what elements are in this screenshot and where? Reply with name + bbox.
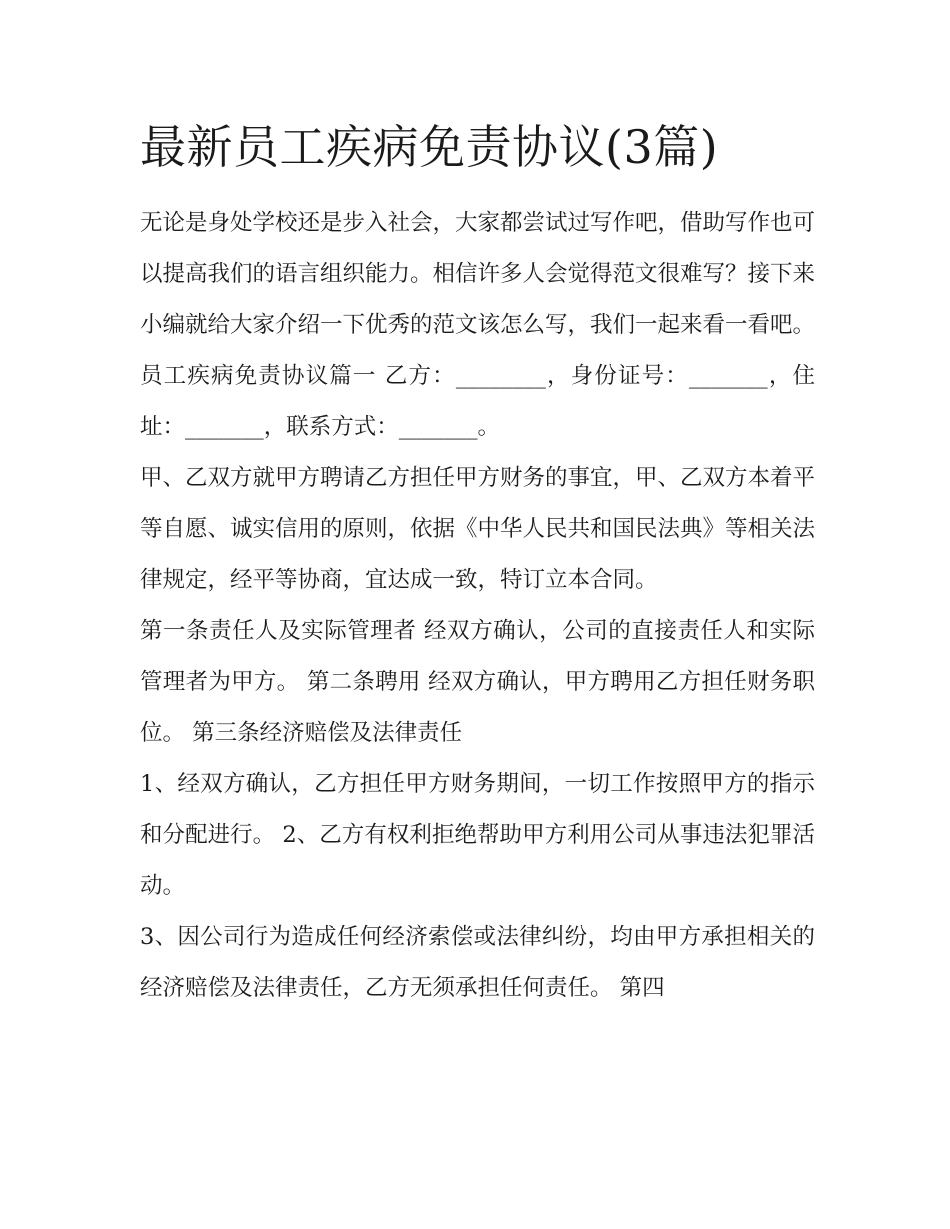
articles-paragraph: 第一条责任人及实际管理者 经双方确认，公司的直接责任人和实际管理者为甲方。 第二条聘用 经双方确认，甲方聘用乙方担任财务职位。 第三条经济赔偿及法律责任 <box>140 618 815 746</box>
clause-1-2-paragraph: 1、经双方确认，乙方担任甲方财务期间，一切工作按照甲方的指示和分配进行。 2、乙方有权利拒绝帮助甲方利用公司从事违法犯罪活动。 <box>140 771 815 899</box>
agreement-basis-paragraph: 甲、乙双方就甲方聘请乙方担任甲方财务的事宜，甲、乙双方本着平等自愿、诚实信用的原则，依据《中华人民共和国民法典》等相关法律规定，经平等协商，宜达成一致，特订立本合同。 <box>140 465 816 593</box>
document-title: 最新员工疾病免责协议(3篇) <box>140 120 719 174</box>
document-body <box>140 110 815 1014</box>
intro-paragraph: 无论是身处学校还是步入社会，大家都尝试过写作吧，借助写作也可以提高我们的语言组织能力。相信许多人会觉得范文很难写？接下来小编就给大家介绍一下优秀的范文该怎么写，我们一起来看一看吧。 <box>140 210 816 338</box>
clause-3-paragraph: 3、因公司行为造成任何经济索偿或法律纠纷，均由甲方承担相关的经济赔偿及法律责任，乙方无须承担任何责任。 第四 <box>140 924 815 1001</box>
party-b-info-paragraph: 员工疾病免责协议篇一 乙方：________，身份证号：_______，住址：_______，联系方式：_______。 <box>140 363 815 440</box>
